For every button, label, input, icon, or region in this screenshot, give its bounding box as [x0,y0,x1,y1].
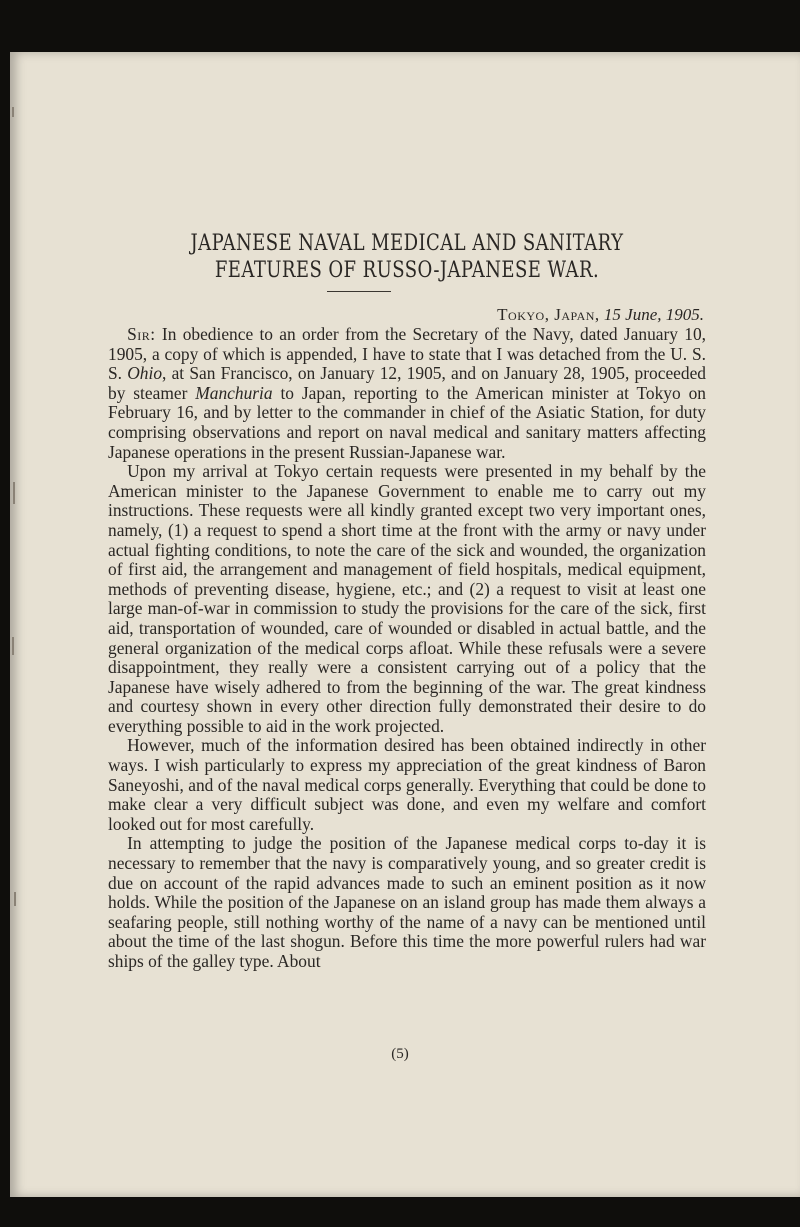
letter-body [108,325,706,972]
page-number: (5) [391,1046,409,1062]
paragraph [108,462,706,736]
paragraph [108,325,706,462]
gutter-mark [12,107,14,117]
paragraph [108,834,706,971]
dateline [108,305,704,325]
title-rule [327,291,391,292]
text-run: to Japan, reporting to the American minister at Tokyo on February 16, and by letter to the commander in chief of the Asiatic Station, for duty comprising observations and report on naval medical and sanitary matters affecting Japanese operations in the present Russian-Japanese war. [108,382,706,462]
gutter-mark [13,482,15,504]
text-run: However, much of the information desired has been obtained indirectly in other ways. I wish particularly to express my appreciation of the great kindness of Baron Saneyoshi, and of the naval medical corps generally. Everything that could be done to make clear a very difficult subject was done, and even my welfare and comfort looked out for most carefully. [108,735,706,834]
salutation: Sir: [127,324,156,344]
text-run: , at San Francisco, on January 12, 1905, and on January 28, 1905, proceeded by steamer [108,363,706,403]
italic-name: Manchuria [195,382,273,403]
text-run: Upon my arrival at Tokyo certain requests were presented in my behalf by the American minister to the Japanese Government to enable me to carry out my instructions. These requests were all kindly granted except two very important ones, namely, (1) a request to spend a short time at the front with the army or navy under actual fighting conditions, to note the care of the sick and wounded, the organization of first aid, the arrangement and management of field hospitals, medical equipment, methods of preventing disease, hygiene, etc.; and (2) a request to visit at least one large man-of-war in commission to study the provisions for the care of the sick, first aid, transportation of wounded, care of wounded or disabled in actual battle, and the general organization of the medical corps afloat. While these refusals were a severe disappointment, they really were a consistent carrying out of a policy that the Japanese have wisely adhered to from the beginning of the war. The great kindness and courtesy shown in every other direction fully demonstrated their desire to do everything possible to aid in the work projected. [108,461,706,736]
italic-name: Ohio [127,363,163,384]
text-run: In obedience to an order from the Secretary of the Navy, dated January 10, 1905, a copy of which is appended, I have to state that I was detached from the U. S. S. [108,324,706,384]
gutter-mark [12,637,14,655]
document-title: JAPANESE NAVAL MEDICAL AND SANITARY FEATURES OF RUSSO-JAPANESE WAR. [190,231,624,283]
dateline-place: Tokyo, Japan, [497,305,600,324]
paragraph [108,736,706,834]
dateline-date: 15 June, 1905. [603,305,704,324]
gutter-mark [14,892,16,906]
text-run: In attempting to judge the position of the Japanese medical corps to-day it is necessary to remember that the navy is comparatively young, and so greater credit is due on account of the rapid advances made to such an eminent position as it now holds. While the position of the Japanese on an island group has made them always a seafaring people, still nothing worthy of the name of a navy can be mentioned until about the time of the last shogun. Before this time the more powerful rulers had war ships of the galley type. About [108,833,706,971]
